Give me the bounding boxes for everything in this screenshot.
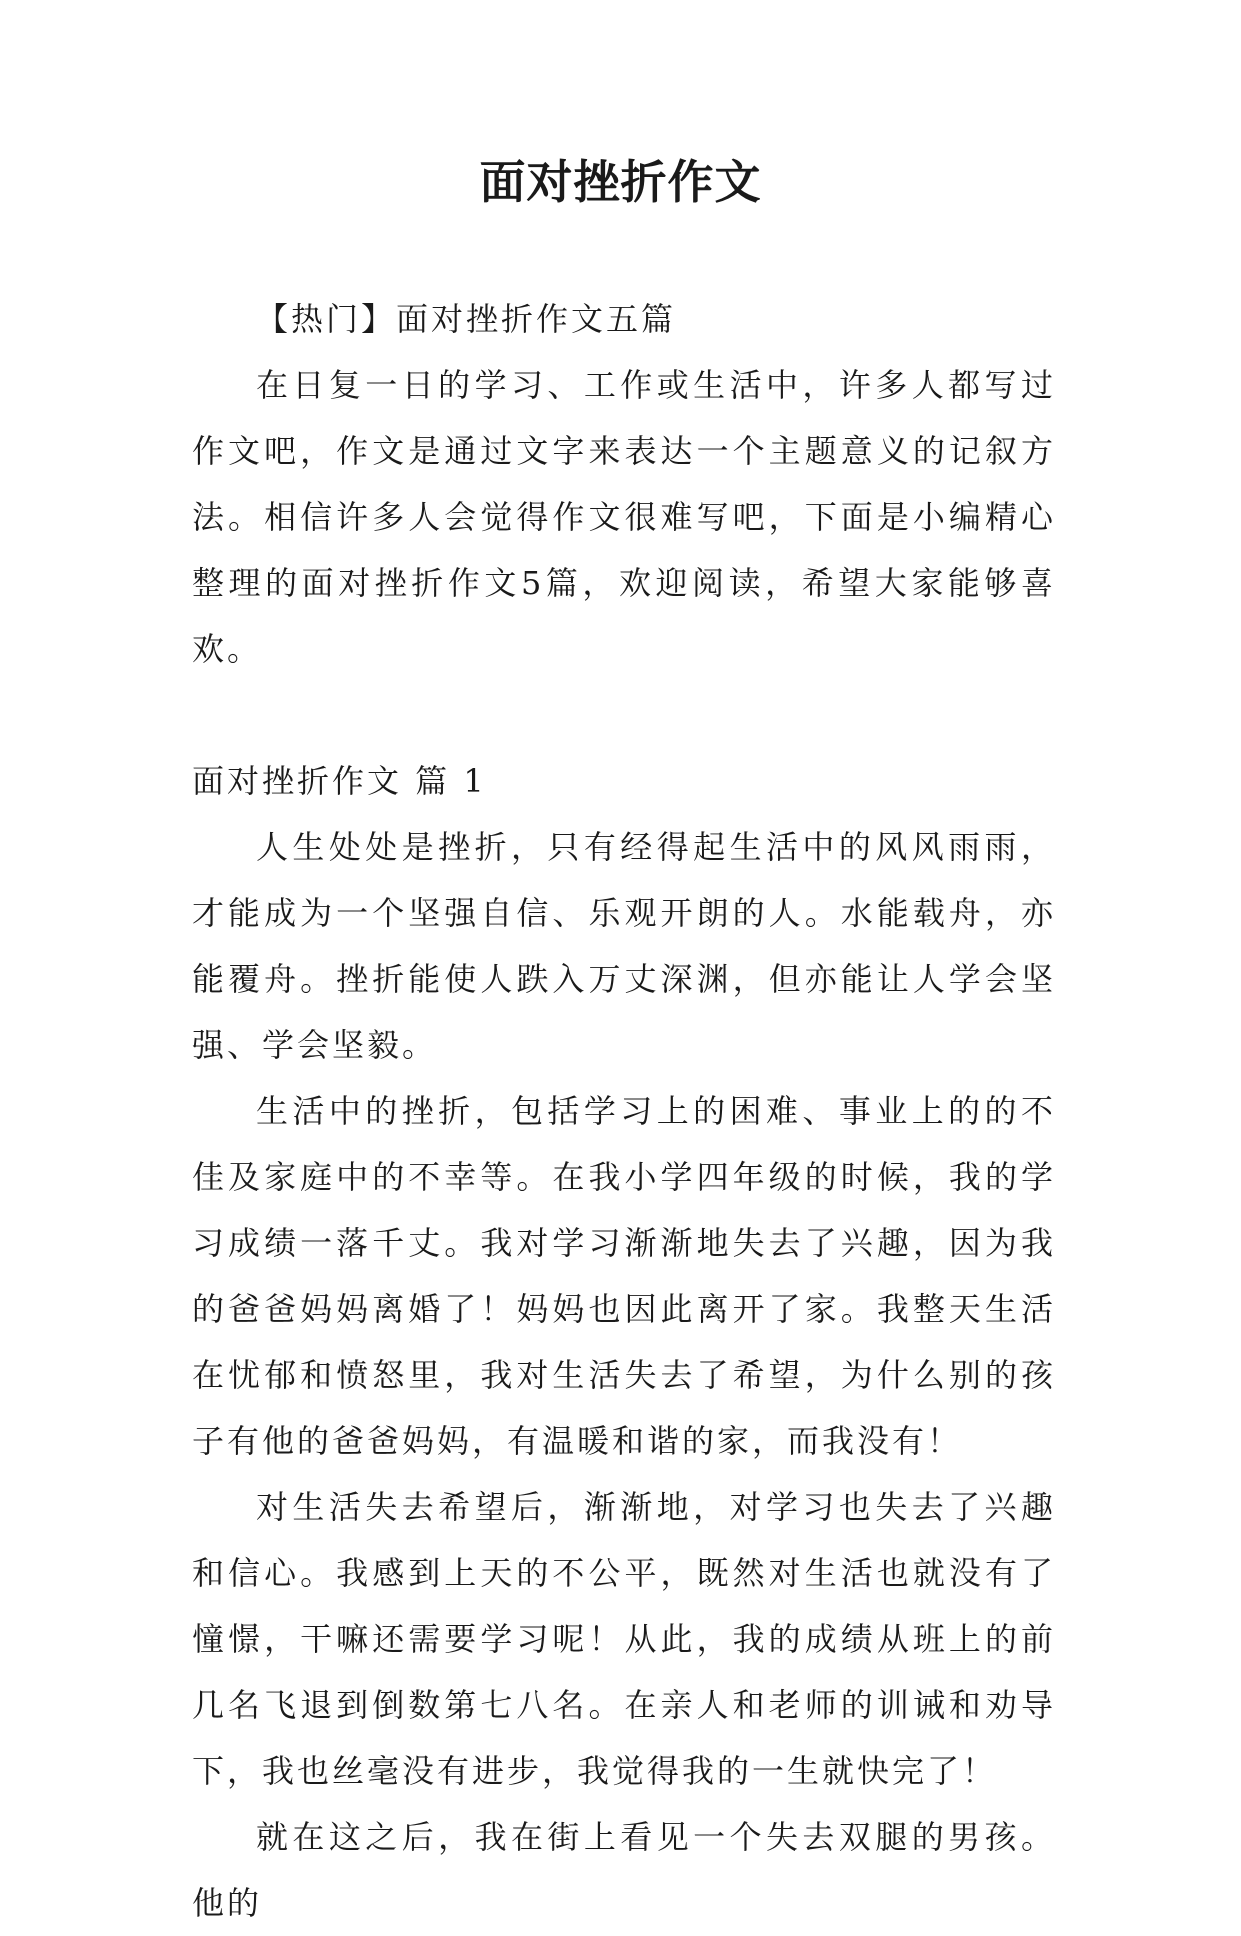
lead-line: 【热门】面对挫折作文五篇 (256, 300, 677, 338)
body-paragraph: 人生处处是挫折，只有经得起生活中的风风雨雨，才能成为一个坚强自信、乐观开朗的人。水能载舟，亦能覆舟。挫折能使人跌入万丈深渊，但亦能让人学会坚强、学会坚毅。 (192, 828, 1056, 1064)
section-spacer (192, 682, 1056, 748)
intro-paragraph: 在日复一日的学习、工作或生活中，许多人都写过作文吧，作文是通过文字来表达一个主题意义的记叙方法。相信许多人会觉得作文很难写吧，下面是小编精心整理的面对挫折作文5篇，欢迎阅读，希望大家能够喜欢。 (192, 366, 1056, 668)
section-heading: 面对挫折作文 篇 1 (192, 762, 487, 800)
document-title: 面对挫折作文 (479, 155, 762, 209)
body-paragraph: 对生活失去希望后，渐渐地，对学习也失去了兴趣和信心。我感到上天的不公平，既然对生活也就没有了憧憬，干嘛还需要学习呢！从此，我的成绩从班上的前几名飞退到倒数第七八名。在亲人和老师的训诫和劝导下，我也丝毫没有进步，我觉得我的一生就快完了！ (192, 1488, 1056, 1790)
document-body (192, 286, 1056, 1936)
body-paragraph: 生活中的挫折，包括学习上的困难、事业上的的不佳及家庭中的不幸等。在我小学四年级的时候，我的学习成绩一落千丈。我对学习渐渐地失去了兴趣，因为我的爸爸妈妈离婚了！妈妈也因此离开了家。我整天生活在忧郁和愤怒里，我对生活失去了希望，为什么别的孩子有他的爸爸妈妈，有温暖和谐的家，而我没有！ (192, 1092, 1056, 1460)
body-paragraph: 就在这之后，我在街上看见一个失去双腿的男孩。他的 (192, 1818, 1056, 1922)
